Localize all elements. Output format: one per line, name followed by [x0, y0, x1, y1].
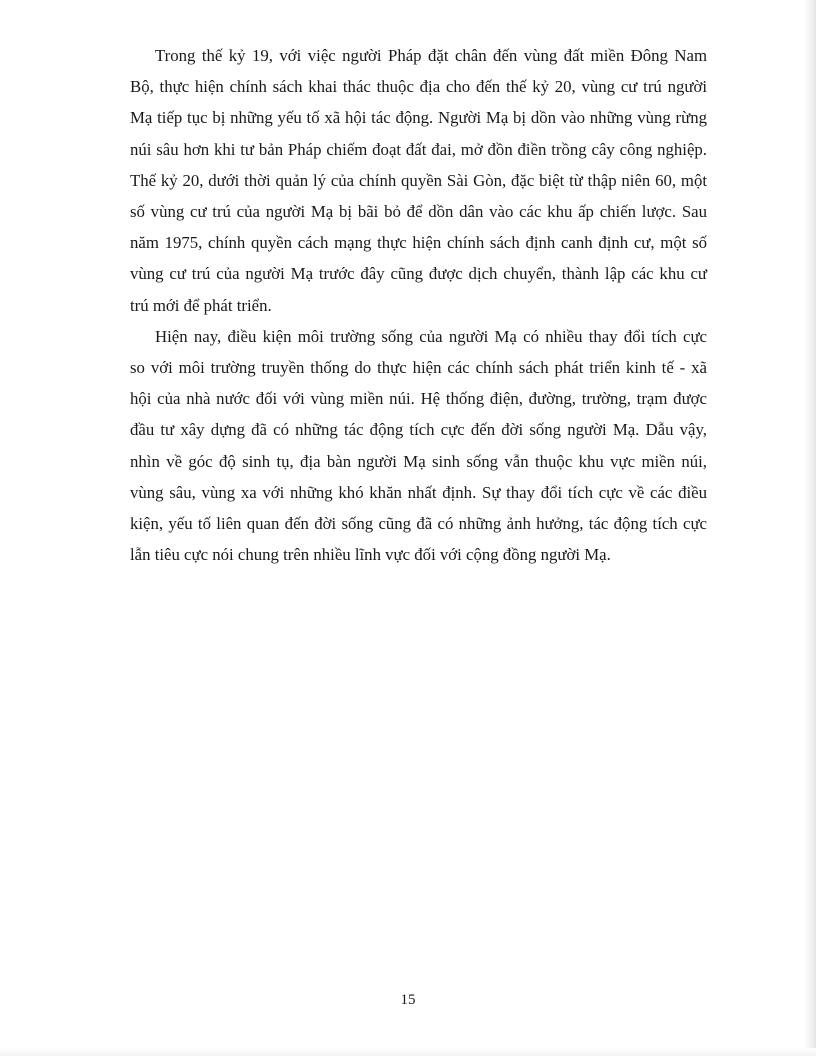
text-line: Hiện nay, điều kiện môi trường sống của người Mạ có nhiều thay đổi tích cực — [155, 326, 707, 346]
text-line: Mạ tiếp tục bị những yếu tố xã hội tác động. Người Mạ bị dồn vào những vùng rừng — [130, 108, 707, 128]
text-line: năm 1975, chính quyền cách mạng thực hiện chính sách định canh định cư, một số — [130, 233, 707, 253]
text-line: số vùng cư trú của người Mạ bị bãi bỏ để dồn dân vào các khu ấp chiến lược. Sau — [130, 202, 707, 222]
text-line: Bộ, thực hiện chính sách khai thác thuộc địa cho đến thế kỷ 20, vùng cư trú người — [130, 77, 707, 97]
text-line: so với môi trường truyền thống do thực hiện các chính sách phát triển kinh tế - xã — [130, 358, 707, 378]
text-line: lẫn tiêu cực nói chung trên nhiều lĩnh vực đối với cộng đồng người Mạ. — [130, 545, 611, 565]
text-line: hội của nhà nước đối với vùng miền núi. Hệ thống điện, đường, trường, trạm được — [130, 389, 707, 409]
text-line: nhìn về góc độ sinh tụ, địa bàn người Mạ sinh sống vẫn thuộc khu vực miền núi, — [130, 451, 707, 471]
text-line: vùng sâu, vùng xa với những khó khăn nhất định. Sự thay đổi tích cực về các điều — [130, 482, 707, 502]
paragraph-1 — [130, 40, 707, 321]
text-line: Trong thế kỷ 19, với việc người Pháp đặt chân đến vùng đất miền Đông Nam — [155, 46, 707, 65]
text-line: kiện, yếu tố liên quan đến đời sống cũng đã có những ảnh hưởng, tác động tích cực — [130, 514, 707, 534]
text-line: núi sâu hơn khi tư bản Pháp chiếm đoạt đất đai, mở đồn điền trồng cây công nghiệp. — [130, 139, 707, 159]
page-bottom-shadow — [0, 1048, 816, 1056]
text-line: trú mới để phát triển. — [130, 295, 272, 315]
paragraph-2 — [130, 321, 707, 571]
text-line: Thế kỷ 20, dưới thời quản lý của chính quyền Sài Gòn, đặc biệt từ thập niên 60, một — [130, 170, 707, 190]
text-line: vùng cư trú của người Mạ trước đây cũng được dịch chuyển, thành lập các khu cư — [130, 264, 707, 284]
page-number: 15 — [400, 992, 416, 1008]
page-edge-shadow — [804, 0, 816, 1056]
body-text — [130, 40, 707, 570]
text-line: đầu tư xây dựng đã có những tác động tích cực đến đời sống người Mạ. Dẫu vậy, — [130, 420, 707, 440]
